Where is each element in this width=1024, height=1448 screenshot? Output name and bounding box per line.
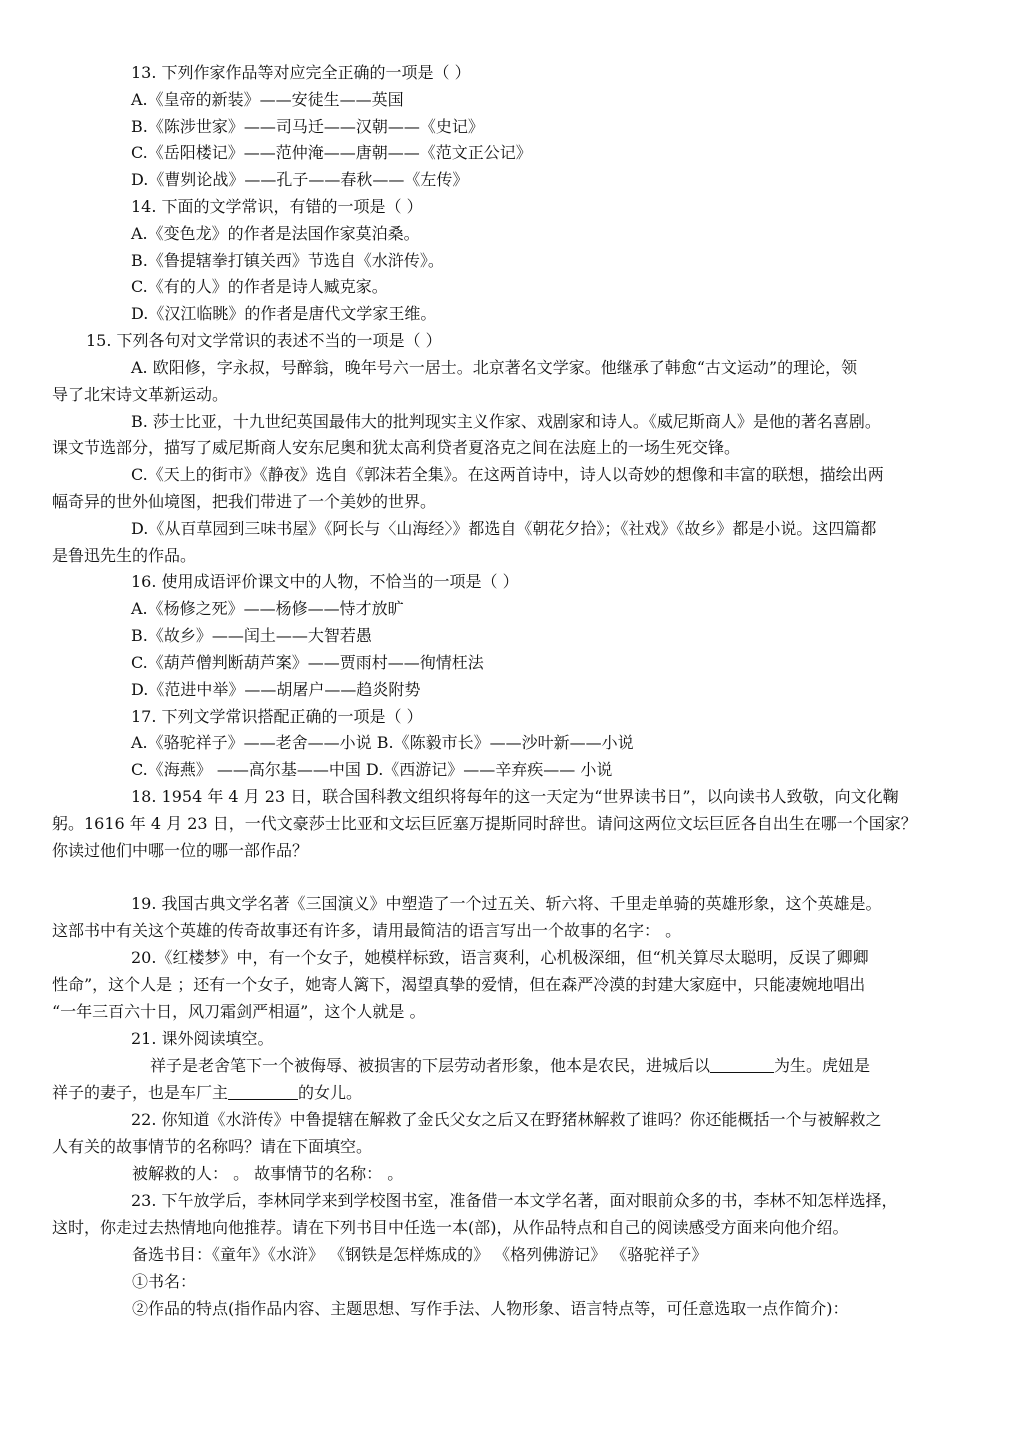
- q23-book-name: ①书名：: [132, 1272, 197, 1291]
- q15-option-b-line1: B. 莎士比亚，十九世纪英国最伟大的批判现实主义作家、戏剧家和诗人。《威尼斯商人》是他的著名喜剧。: [131, 412, 881, 431]
- q23-line1: 23. 下午放学后，李林同学来到学校图书室，准备借一本文学名著，面对眼前众多的书，李林不知怎样选择，: [131, 1191, 898, 1210]
- q21-line2: [52, 1082, 362, 1104]
- q14-option-d: D.《汉江临眺》的作者是唐代文学家王维。: [131, 304, 437, 323]
- q21-line1: [150, 1055, 870, 1077]
- q13-option-d: D.《曹刿论战》——孔子——春秋——《左传》: [131, 170, 469, 189]
- q21-line2-text-a: 祥子的妻子，也是车厂主: [52, 1083, 229, 1102]
- q15-option-d-line1: D.《从百草园到三味书屋》《阿长与〈山海经〉》都选自《朝花夕拾》；《社戏》《故乡》都是小说。这四篇都: [131, 519, 877, 538]
- q18-line2: 躬。1616 年 4 月 23 日，一代文豪莎士比亚和文坛巨匠塞万提斯同时辞世。请问这两位文坛巨匠各自出生在哪一个国家？: [52, 814, 917, 833]
- q21-line1-text-b: 为生。虎妞是: [774, 1056, 871, 1075]
- q18-line3: 你读过他们中哪一位的哪一部作品？: [52, 841, 309, 860]
- q16-option-b: B.《故乡》——闰土——大智若愚: [131, 626, 372, 645]
- q13-option-b: B.《陈涉世家》——司马迁——汉朝——《史记》: [131, 117, 484, 136]
- q15-option-b-line2: 课文节选部分，描写了威尼斯商人安东尼奥和犹太高利贷者夏洛克之间在法庭上的一场生死交锋。: [52, 438, 741, 457]
- q21-blank-1[interactable]: [710, 1056, 774, 1073]
- q23-work-features: ②作品的特点(指作品内容、主题思想、写作手法、人物形象、语言特点等，可任意选取一点作简介)：: [132, 1299, 849, 1318]
- q21-blank-2[interactable]: [228, 1083, 298, 1100]
- q15-option-d-line2: 是鲁迅先生的作品。: [52, 546, 197, 565]
- q22-line3: 被解救的人： 。 故事情节的名称： 。: [132, 1164, 404, 1183]
- q16-option-c: C.《葫芦僧判断葫芦案》——贾雨村——徇情枉法: [131, 653, 484, 672]
- q14-stem: 14. 下面的文学常识，有错的一项是（ ）: [131, 197, 423, 216]
- q19-line1: 19. 我国古典文学名著《三国演义》中塑造了一个过五关、斩六将、千里走单骑的英雄形象，这个英雄是。: [131, 894, 882, 913]
- q13-option-c: C.《岳阳楼记》——范仲淹——唐朝——《范文正公记》: [131, 143, 532, 162]
- q21-line2-text-b: 的女儿。: [298, 1083, 363, 1102]
- q19-line2: 这部书中有关这个英雄的传奇故事还有许多，请用最简洁的语言写出一个故事的名字： 。: [52, 921, 682, 940]
- q21-line1-text-a: 祥子是老舍笔下一个被侮辱、被损害的下层劳动者形象，他本是农民，进城后以: [150, 1056, 711, 1075]
- q15-option-c-line2: 幅奇异的世外仙境图，把我们带进了一个美妙的世界。: [52, 492, 437, 511]
- q17-options-cd: C.《海燕》 ——高尔基——中国 D.《西游记》——辛弃疾—— 小说: [131, 760, 613, 779]
- q17-stem: 17. 下列文学常识搭配正确的一项是（ ）: [131, 707, 423, 726]
- q14-option-c: C.《有的人》的作者是诗人臧克家。: [131, 277, 388, 296]
- q22-line1: 22. 你知道《水浒传》中鲁提辖在解救了金氏父女之后又在野猪林解救了谁吗？你还能概括一个与被解救之: [131, 1110, 882, 1129]
- q14-option-b: B.《鲁提辖拳打镇关西》节选自《水浒传》。: [131, 251, 444, 270]
- q17-options-ab: A.《骆驼祥子》——老舍——小说 B.《陈毅市长》——沙叶新——小说: [131, 733, 634, 752]
- q22-line2: 人有关的故事情节的名称吗？请在下面填空。: [52, 1137, 373, 1156]
- q15-option-a-line2: 导了北宋诗文革新运动。: [52, 385, 229, 404]
- q16-stem: 16. 使用成语评价课文中的人物，不恰当的一项是（ ）: [131, 572, 519, 591]
- q16-option-a: A.《杨修之死》——杨修——恃才放旷: [131, 599, 404, 618]
- q20-line3: “一年三百六十日，风刀霜剑严相逼”，这个人就是 。: [52, 1002, 426, 1021]
- q13-stem: 13. 下列作家作品等对应完全正确的一项是（ ）: [131, 63, 471, 82]
- q16-option-d: D.《范进中举》——胡屠户——趋炎附势: [131, 680, 421, 699]
- q15-stem: 15. 下列各句对文学常识的表述不当的一项是（ ）: [86, 331, 442, 350]
- q21-stem: 21. 课外阅读填空。: [131, 1029, 274, 1048]
- q20-line2: 性命”，这个人是 ；还有一个女子，她寄人篱下，渴望真挚的爱情，但在森严冷漠的封建大家庭中，只能凄婉地唱出: [52, 975, 866, 994]
- q23-line2: 这时，你走过去热情地向他推荐。请在下列书目中任选一本(部)，从作品特点和自己的阅读感受方面来向他介绍。: [52, 1218, 849, 1237]
- q15-option-a-line1: A. 欧阳修，字永叔，号醉翁，晚年号六一居士。北京著名文学家。他继承了韩愈“古文运动”的理论，领: [131, 358, 858, 377]
- q20-line1: 20.《红楼梦》中，有一个女子，她模样标致，语言爽利，心机极深细，但“机关算尽太聪明，反误了卿卿: [131, 948, 869, 967]
- q18-line1: 18. 1954 年 4 月 23 日，联合国科教文组织将每年的这一天定为“世界读书日”，以向读书人致敬，向文化鞠: [131, 787, 899, 806]
- q14-option-a: A.《变色龙》的作者是法国作家莫泊桑。: [131, 224, 420, 243]
- q13-option-a: A.《皇帝的新装》——安徒生——英国: [131, 90, 404, 109]
- q15-option-c-line1: C.《天上的街市》《静夜》选自《郭沫若全集》。在这两首诗中，诗人以奇妙的想像和丰富的联想，描绘出两: [131, 465, 884, 484]
- q23-book-list: 备选书目：《童年》《水浒》 《钢铁是怎样炼成的》 《格列佛游记》 《骆驼祥子》: [132, 1245, 708, 1264]
